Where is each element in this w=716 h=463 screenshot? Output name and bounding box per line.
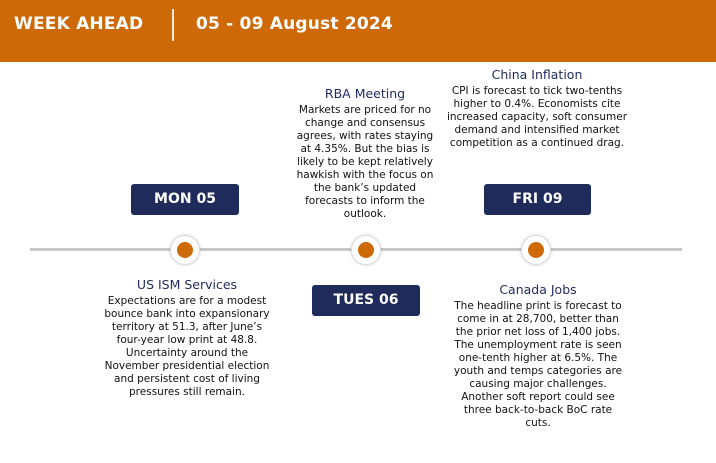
header-divider [172,9,174,41]
event-title: Canada Jobs [499,282,577,297]
event-title: China Inflation [491,67,583,82]
event-rba-meeting [292,86,438,221]
timeline-dot-tue [351,235,381,265]
event-title: RBA Meeting [324,86,406,101]
event-canada-jobs [452,282,624,430]
day-badge-tue: TUES 06 [312,285,420,316]
event-description: The headline print is forecast to come in at 28,700, better than the prior net loss of 1,400 jobs. The unemployment rate is seen one-tenth higher at 6.5%. The youth and temps categories are causing major challenges. Another soft report could see three back-to-back BoC rate cuts. [453,300,623,429]
header-date-range: 05 - 09 August 2024 [196,14,393,34]
header-title: WEEK AHEAD [14,14,144,34]
event-us-ism-services [100,277,274,399]
event-description: Expectations are for a modest bounce bank into expansionary territory at 51.3, after June’s four-year low print at 48.8. Uncertainty around the November presidential election and persistent cost of living pressures still remain. [104,295,270,398]
event-title: US ISM Services [136,277,238,292]
day-badge-fri: FRI 09 [484,184,591,215]
event-china-inflation [446,67,628,150]
event-description: Markets are priced for no change and consensus agrees, with rates staying at 4.35%. But the bias is likely to be kept relatively hawkish with the focus on the bank’s updated forecasts to inform the outlook. [296,104,434,220]
day-badge-mon: MON 05 [131,184,239,215]
event-description: CPI is forecast to tick two-tenths higher to 0.4%. Economists cite increased capacity, soft consumer demand and intensified market competition as a continued drag. [446,85,628,149]
timeline-dot-fri [521,235,551,265]
timeline-dot-mon [170,235,200,265]
header-banner [0,0,716,62]
